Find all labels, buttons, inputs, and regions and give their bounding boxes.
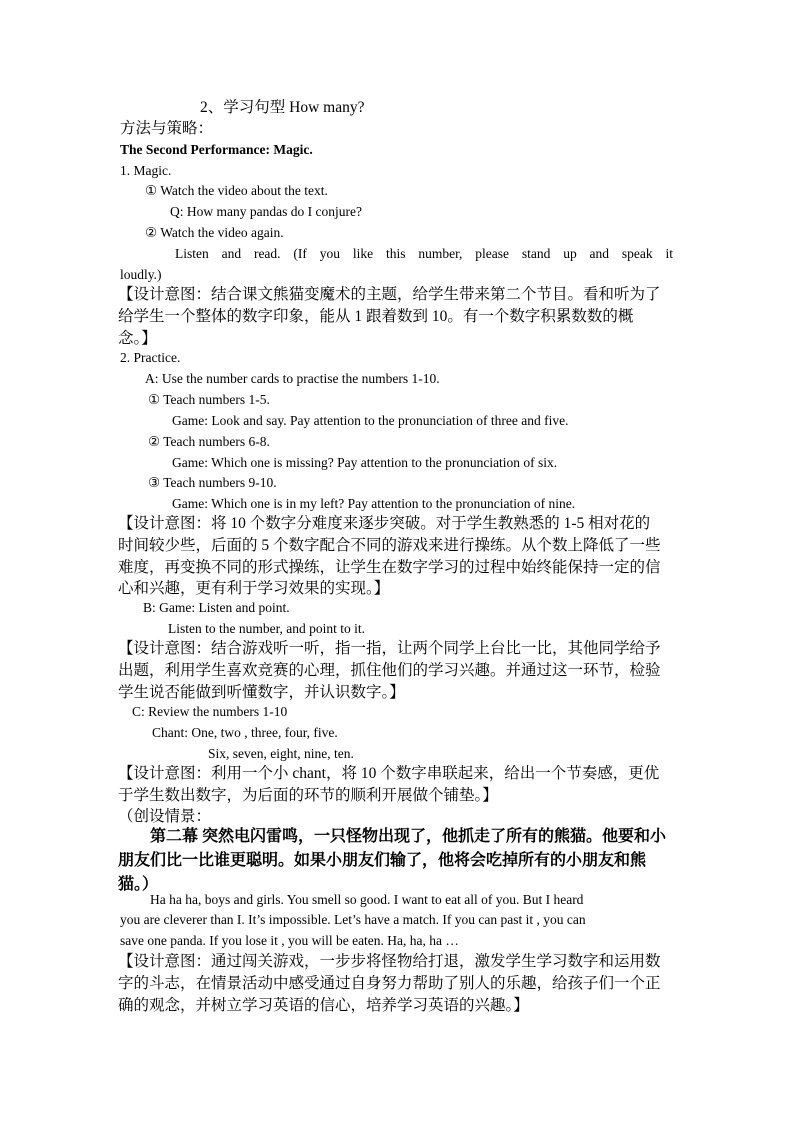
- design-intent-paragraph: 【设计意图：利用一个小 chant，将 10 个数字串联起来，给出一个节奏感，更优: [118, 765, 660, 782]
- list-subitem: ① Teach numbers 1-5.: [148, 392, 270, 407]
- game-heading: B: Game: Listen and point.: [143, 600, 290, 615]
- monster-speech: Ha ha ha, boys and girls. You smell so good. I want to eat all of you. But I heard: [150, 892, 584, 907]
- design-intent-paragraph: 出题，利用学生喜欢竞赛的心理，抓住他们的学习兴趣。并通过这一环节，检验: [118, 662, 661, 679]
- list-subitem: ① Watch the video about the text.: [145, 183, 328, 198]
- design-intent-paragraph: 难度，再变换不同的形式操练，让学生在数字学习的过程中始终能保持一定的信: [118, 559, 661, 576]
- instruction-line: Listen and read. (If you like this number, please stand up and speak it: [175, 246, 673, 261]
- list-item-practice: 2. Practice.: [120, 350, 181, 365]
- game-line: Game: Look and say. Pay attention to the pronunciation of three and five.: [172, 413, 569, 428]
- question-line: Q: How many pandas do I conjure?: [170, 204, 362, 219]
- list-subitem: ③ Teach numbers 9-10.: [148, 475, 277, 490]
- game-line: Game: Which one is missing? Pay attention to the pronunciation of six.: [172, 455, 558, 470]
- list-item-magic: 1. Magic.: [120, 163, 172, 178]
- list-subitem: ② Teach numbers 6-8.: [148, 434, 270, 449]
- design-intent-paragraph: 确的观念，并树立学习英语的信心，培养学习英语的兴趣。】: [118, 997, 529, 1014]
- design-intent-paragraph: 时间较少些，后面的 5 个数字配合不同的游戏来进行操练。从个数上降低了一些: [118, 537, 661, 554]
- scenario-bold-text: 朋友们比一比谁更聪明。如果小朋友们输了，他将会吃掉所有的小朋友和熊: [118, 852, 647, 869]
- design-intent-paragraph: 字的斗志，在情景活动中感受通过自身努力帮助了别人的乐趣，给孩子们一个正: [118, 975, 661, 992]
- chant-line: Six, seven, eight, nine, ten.: [208, 746, 354, 761]
- scenario-bold-text: 第二幕 突然电闪雷鸣，一只怪物出现了，他抓走了所有的熊猫。他要和小: [150, 828, 667, 845]
- design-intent-paragraph: 【设计意图：结合课文熊猫变魔术的主题，给学生带来第二个节目。看和听为了: [118, 286, 661, 303]
- design-intent-paragraph: 【设计意图：结合游戏听一听，指一指，让两个同学上台比一比，其他同学给予: [118, 640, 661, 657]
- design-intent-paragraph: 给学生一个整体的数字印象，能从 1 跟着数到 10。有一个数字积累数数的概: [118, 308, 634, 325]
- scenario-label: （创设情景：: [118, 808, 212, 825]
- chant-line: Chant: One, two , three, four, five.: [152, 725, 338, 740]
- monster-speech: you are cleverer than I. It’s impossible. Let’s have a match. If you can past it , you can: [120, 912, 586, 927]
- practice-line: A: Use the number cards to practise the numbers 1-10.: [145, 371, 440, 386]
- review-heading: C: Review the numbers 1-10: [132, 704, 288, 719]
- design-intent-paragraph: 心和兴趣，更有利于学习效果的实现。】: [118, 580, 390, 597]
- design-intent-paragraph: 学生说否能做到听懂数字，并认识数字。】: [118, 684, 405, 701]
- game-line: Game: Which one is in my left? Pay attention to the pronunciation of nine.: [172, 496, 576, 511]
- design-intent-paragraph: 【设计意图：将 10 个数字分难度来逐步突破。对于学生教熟悉的 1-5 相对花的: [118, 515, 651, 532]
- design-intent-paragraph: 念。】: [118, 330, 157, 347]
- monster-speech: save one panda. If you lose it , you will be eaten. Ha, ha, ha …: [120, 933, 459, 948]
- performance-title: The Second Performance: Magic.: [120, 142, 313, 157]
- method-label: 方法与策略：: [120, 120, 214, 137]
- list-subitem: ② Watch the video again.: [145, 225, 284, 240]
- game-line: Listen to the number, and point to it.: [168, 621, 366, 636]
- section-heading: 2、学习句型 How many?: [200, 99, 365, 116]
- scenario-bold-text: 猫。）: [118, 876, 159, 893]
- design-intent-paragraph: 于学生数出数字，为后面的环节的顺利开展做个铺垫。】: [118, 787, 498, 804]
- instruction-line: loudly.): [120, 267, 162, 282]
- design-intent-paragraph: 【设计意图：通过闯关游戏，一步步将怪物给打退，激发学生学习数字和运用数: [118, 953, 661, 970]
